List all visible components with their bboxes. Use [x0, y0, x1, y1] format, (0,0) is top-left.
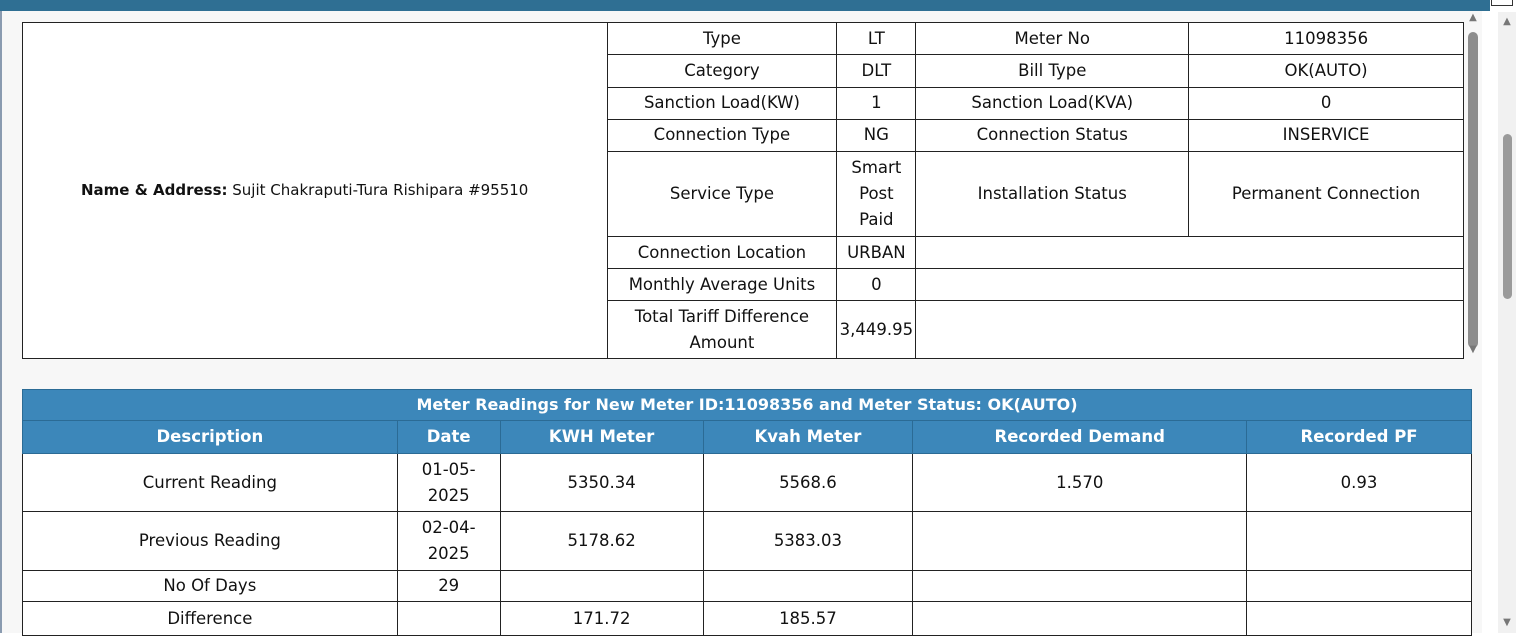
name-address-value: Sujit Chakraputi-Tura Rishipara #95510	[227, 180, 529, 199]
info-label: Monthly Average Units	[607, 269, 837, 301]
info-label: Installation Status	[916, 152, 1189, 237]
info-value: 1	[837, 87, 916, 119]
column-header: KWH Meter	[500, 421, 703, 454]
pf-cell	[1247, 602, 1472, 636]
name-address-cell	[23, 23, 608, 359]
date-cell: 02-04-2025	[397, 512, 500, 571]
info-label: Meter No	[916, 23, 1189, 55]
info-value: INSERVICE	[1189, 119, 1464, 151]
description-cell: Current Reading	[23, 454, 398, 512]
info-label: Sanction Load(KVA)	[916, 87, 1189, 119]
kwh-cell: 5178.62	[500, 512, 703, 571]
kvah-cell	[703, 571, 913, 602]
info-value: Permanent Connection	[1189, 152, 1464, 237]
kvah-cell: 5568.6	[703, 454, 913, 512]
description-cell: No Of Days	[23, 571, 398, 602]
kwh-cell: 5350.34	[500, 454, 703, 512]
page-scrollbar[interactable]	[1498, 12, 1516, 633]
info-value: 3,449.95	[837, 301, 916, 359]
scroll-down-icon[interactable]: ▼	[1503, 617, 1511, 628]
column-header: Kvah Meter	[703, 421, 913, 454]
scroll-up-icon[interactable]: ▲	[1469, 12, 1477, 23]
kvah-cell: 5383.03	[703, 512, 913, 571]
table-row	[23, 602, 1472, 636]
table-row	[23, 512, 1472, 571]
window-icon[interactable]	[1491, 0, 1513, 6]
kvah-cell: 185.57	[703, 602, 913, 636]
info-value: 11098356	[1189, 23, 1464, 55]
consumer-info-table	[22, 22, 1464, 359]
date-cell: 01-05-2025	[397, 454, 500, 512]
scroll-up-icon[interactable]: ▲	[1503, 16, 1511, 27]
info-value: 0	[837, 269, 916, 301]
info-empty-cell	[916, 269, 1464, 301]
pf-cell	[1247, 512, 1472, 571]
table-row	[23, 454, 1472, 512]
scroll-down-icon[interactable]: ▼	[1469, 344, 1477, 355]
left-border	[0, 11, 2, 633]
kwh-cell: 171.72	[500, 602, 703, 636]
demand-cell	[913, 602, 1247, 636]
scrollbar-thumb[interactable]	[1468, 32, 1478, 348]
page-scrollbar-thumb[interactable]	[1503, 134, 1512, 299]
info-label: Type	[607, 23, 837, 55]
info-label: Sanction Load(KW)	[607, 87, 837, 119]
info-value: 0	[1189, 87, 1464, 119]
info-empty-cell	[916, 236, 1464, 268]
info-label: Category	[607, 55, 837, 87]
demand-cell	[913, 512, 1247, 571]
date-cell: 29	[397, 571, 500, 602]
info-label: Connection Status	[916, 119, 1189, 151]
info-scrollbar[interactable]	[1465, 12, 1481, 357]
date-cell	[397, 602, 500, 636]
info-value: DLT	[837, 55, 916, 87]
info-value: NG	[837, 119, 916, 151]
meter-readings-table	[22, 389, 1472, 636]
info-value: OK(AUTO)	[1189, 55, 1464, 87]
info-label: Bill Type	[916, 55, 1189, 87]
pf-cell: 0.93	[1247, 454, 1472, 512]
info-label: Service Type	[607, 152, 837, 237]
table-row	[23, 571, 1472, 602]
info-empty-cell	[916, 301, 1464, 359]
page-header-bar	[0, 0, 1490, 11]
description-cell: Difference	[23, 602, 398, 636]
meter-readings-title: Meter Readings for New Meter ID:11098356 and Meter Status: OK(AUTO)	[23, 390, 1472, 421]
info-value: Smart Post Paid	[837, 152, 916, 237]
demand-cell: 1.570	[913, 454, 1247, 512]
column-header: Date	[397, 421, 500, 454]
column-header: Recorded PF	[1247, 421, 1472, 454]
info-value: URBAN	[837, 236, 916, 268]
info-label: Total Tariff Difference Amount	[607, 301, 837, 359]
kwh-cell	[500, 571, 703, 602]
column-header: Description	[23, 421, 398, 454]
description-cell: Previous Reading	[23, 512, 398, 571]
info-value: LT	[837, 23, 916, 55]
column-header: Recorded Demand	[913, 421, 1247, 454]
info-label: Connection Location	[607, 236, 837, 268]
pf-cell	[1247, 571, 1472, 602]
demand-cell	[913, 571, 1247, 602]
name-address-label: Name & Address:	[81, 180, 228, 199]
info-label: Connection Type	[607, 119, 837, 151]
